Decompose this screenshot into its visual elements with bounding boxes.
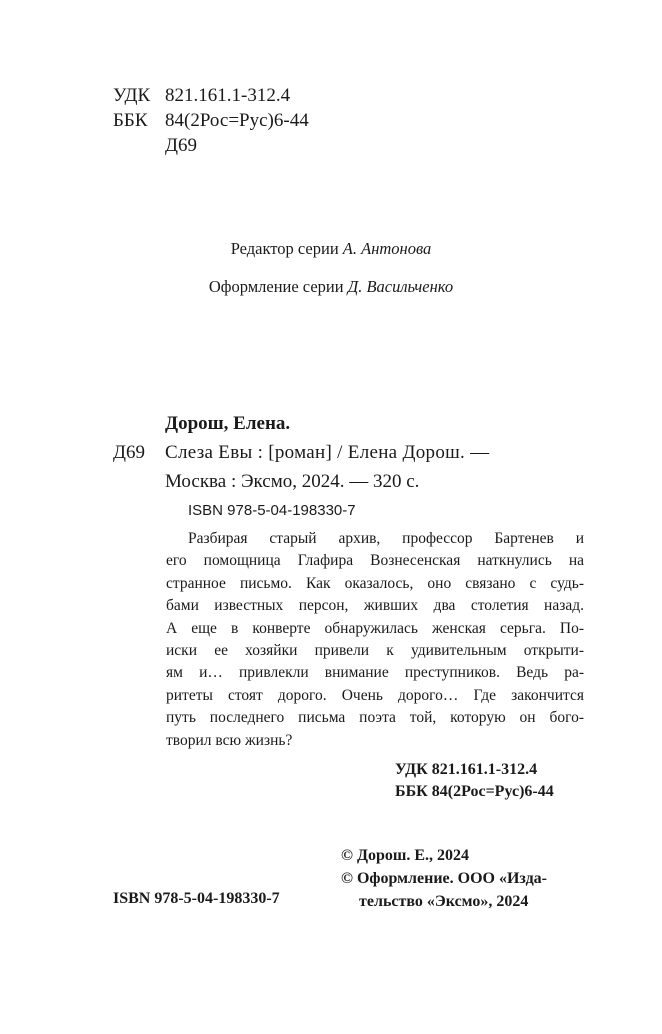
top-codes bbox=[113, 83, 309, 158]
annotation bbox=[166, 528, 584, 752]
udk-bottom: УДК 821.161.1-312.4 bbox=[395, 761, 538, 778]
annotation-line: творил всю жизнь? bbox=[166, 731, 293, 749]
annotation-line: ритеты стоят дорого. Очень дорого… Где закончится bbox=[166, 686, 584, 704]
editor-role: Редактор серии bbox=[230, 239, 339, 258]
isbn-bottom: ISBN 978-5-04-198330-7 bbox=[113, 890, 280, 907]
author-mark-top: Д69 bbox=[165, 135, 197, 156]
copyright-author: © Дорош. Е., 2024 bbox=[341, 847, 470, 864]
copyright-publisher: тельство «Эксмо», 2024 bbox=[359, 893, 529, 910]
annotation-line: Разбирая старый архив, профессор Бартенев и bbox=[188, 530, 584, 547]
author-mark-row bbox=[113, 133, 309, 158]
title-line: Слеза Евы : [роман] / Елена Дорош. — bbox=[165, 442, 490, 463]
editor-credit bbox=[0, 239, 662, 259]
udk-row bbox=[113, 83, 309, 108]
bbk-row bbox=[113, 108, 309, 133]
author-heading: Дорош, Елена. bbox=[165, 413, 291, 434]
imprint-line: Москва : Эксмо, 2024. — 320 с. bbox=[165, 471, 420, 492]
copyright-design: © Оформление. ООО «Изда- bbox=[341, 870, 547, 887]
annotation-line: иски ее хозяйки привели к удивительным открыти- bbox=[166, 642, 584, 660]
author-mark: Д69 bbox=[113, 442, 145, 463]
udk-label: УДК bbox=[113, 85, 151, 106]
udk-value: 821.161.1-312.4 bbox=[165, 85, 291, 106]
bbk-label: ББК bbox=[113, 110, 148, 131]
bbk-value: 84(2Рос=Рус)6-44 bbox=[165, 110, 309, 131]
design-name: Д. Васильченко bbox=[347, 277, 454, 296]
bbk-bottom: ББК 84(2Рос=Рус)6-44 bbox=[395, 783, 554, 800]
annotation-line: его помощница Глафира Вознесенская наткнулись на bbox=[166, 552, 584, 570]
isbn-line: ISBN 978-5-04-198330-7 bbox=[188, 502, 356, 519]
annotation-line: путь последнего письма поэта той, которую он бого- bbox=[166, 709, 584, 727]
annotation-line: бами известных персон, живших два столетия назад. bbox=[166, 597, 584, 615]
annotation-line: А еще в конверте обнаружилась женская серьга. По- bbox=[166, 619, 584, 637]
annotation-line: ям и… привлекли внимание преступников. Ведь ра- bbox=[166, 664, 584, 682]
copyright-block bbox=[341, 844, 547, 913]
design-role: Оформление серии bbox=[208, 277, 344, 296]
annotation-line: странное письмо. Как оказалось, оно связано с судь- bbox=[166, 574, 584, 592]
editor-name: А. Антонова bbox=[342, 239, 432, 258]
bottom-codes bbox=[395, 759, 554, 803]
design-credit bbox=[0, 277, 662, 297]
